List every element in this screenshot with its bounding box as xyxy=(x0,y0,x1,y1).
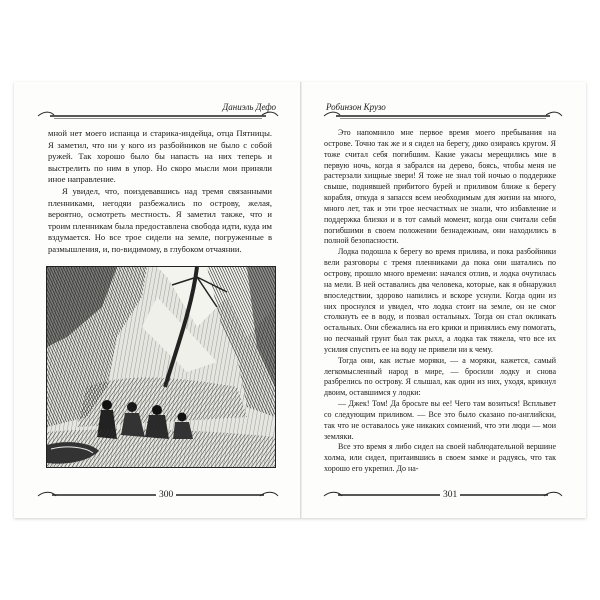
left-body-text xyxy=(48,128,272,256)
right-header-rule xyxy=(322,110,564,120)
left-running-header: Даниэль Дефо xyxy=(222,102,276,112)
engraving-illustration xyxy=(46,266,276,468)
left-page xyxy=(14,82,300,518)
right-running-header: Робинзон Крузо xyxy=(326,102,386,112)
open-book-spread xyxy=(14,82,586,518)
right-page xyxy=(302,82,586,518)
paragraph: мной нет моего испанца и старика-индейца, отца Пятницы. Я заметил, что ни у кого из разбойников не было с собой ружей. Так хорошо было бы напасть на них теперь и выстрелить по ним в упор. Но скоро мысли мои приняли иное направление. xyxy=(48,128,272,185)
right-body-text xyxy=(324,128,556,475)
paragraph: Тогда они, как истые моряки, — а моряки, кажется, самый легкомысленный народ в мире, — бросили лодку и снова разбрелись по острову. Я слышал, как один из них, уходя, крикнул двоим, оставшимся у лодки: xyxy=(324,355,556,398)
left-page-number: 300 xyxy=(156,488,176,502)
paragraph: Это напомнило мне первое время моего пребывания на острове. Точно так же и я сидел на берегу, дико озираясь кругом. Я тоже считал себя погибшим. Какие ужасы мерещились мне в первую ночь, когда я забрался на дерево, боясь, чтобы меня не растерзали хищные звери! Я тоже не знал той ночью о поддержке свыше, поднявшей прибитого бурей и приливом ближе к берегу корабля, откуда я запасся всем необходимым для жизни на много, много лет, так и эти трое несчастных не знали, что избавление и поддержка близки и в тот самый момент, когда они считали себя погибшими в своем положении безнадежным, они находились в полной безопасности. xyxy=(324,128,556,246)
paragraph: Я увидел, что, поиздевавшись над тремя связанными пленниками, негодяи разбежались по острову, желая, вероятно, осмотреть местность. Я заметил также, что и троим пленникам была предоставлена свобода идти, куда им вздумается. Но все трое сидели на земле, погруженные в размышления, и, по-видимому, в глубоком отчаянии. xyxy=(48,185,272,254)
paragraph: Лодка подошла к берегу во время прилива, и пока разбойники вели разговоры с тремя пленниками да пока они шатались по острову, прошло много времени: начался отлив, и лодка очутилась на мели. В ней оставались два человека, которые, как я обнаружил впоследствии, здорово напились и вскоре уснули. Когда один из них проснулся и увидел, что лодка стоит на земле, он не смог столкнуть ее в воду, и позвал остальных. Тогда он стал окликать остальных. Они сбежались на его крики и принялись ему помогать, но песчаный грунт был так рыхл, а лодка так тяжела, что все их усилия спустить ее на воду не привели ни к чему. xyxy=(324,247,556,354)
paragraph: — Джек! Том! Да бросьте вы ее! Чего там возиться! Всплывет со следующим приливом. — Все это было сказано по-английски, так что не оставалось уже никаких сомнений, что эти люди — мои земляки. xyxy=(324,399,556,441)
right-footer-ornament xyxy=(322,488,564,502)
right-page-number: 301 xyxy=(440,488,460,502)
left-footer-ornament xyxy=(36,488,280,502)
paragraph: Все это время я либо сидел на своей наблюдательной вершине холма, или сидел, притаившись в своем замке и радуясь, что так хорошо его укрепил. До на- xyxy=(324,442,556,474)
left-header-rule xyxy=(36,110,280,120)
